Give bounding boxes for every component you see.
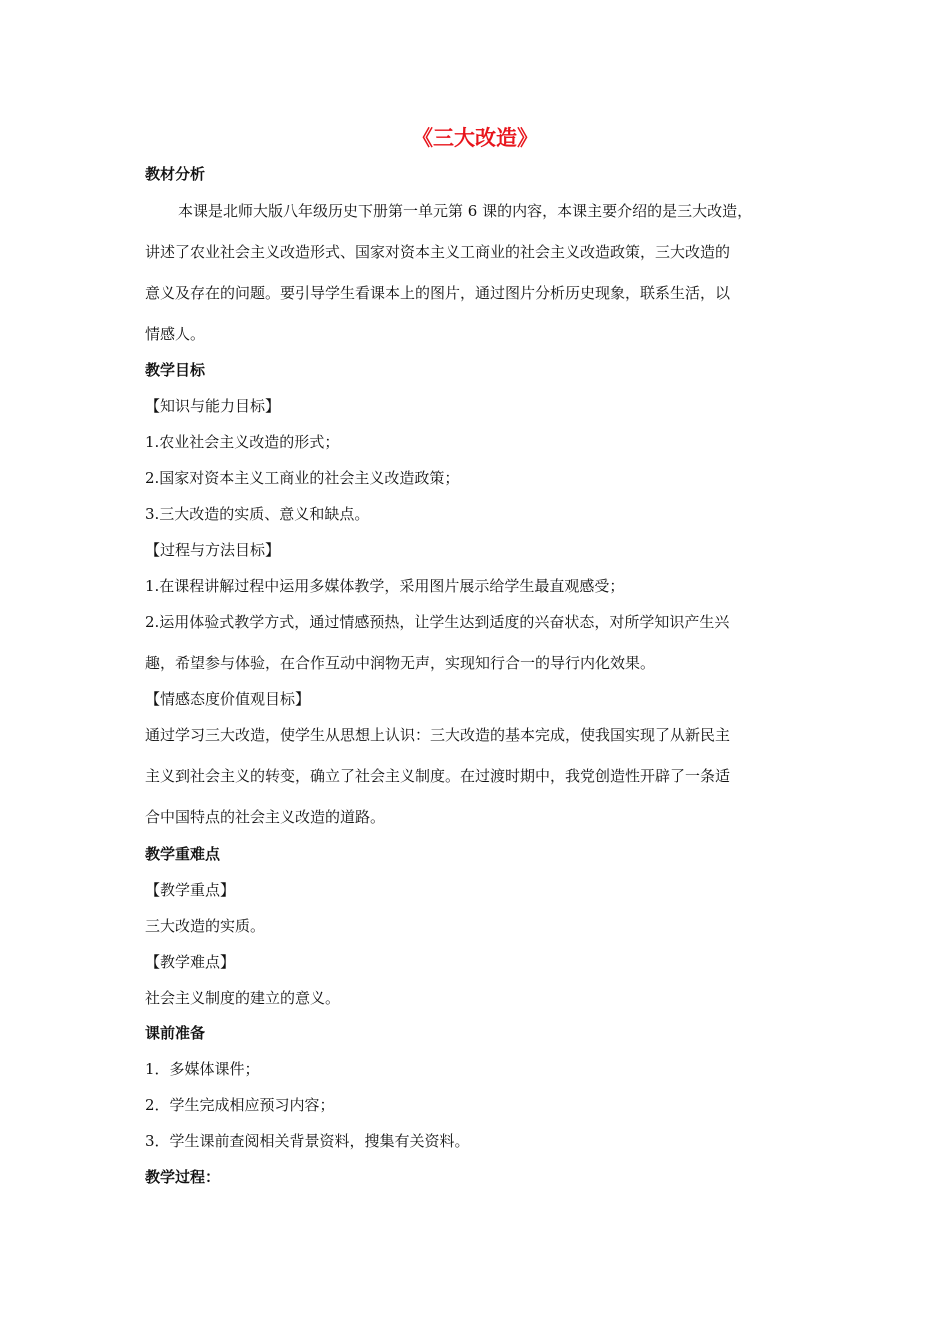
emotion-line-3: 合中国特点的社会主义改造的道路。 — [145, 808, 386, 826]
subheading-emotion: 【情感态度价值观目标】 — [145, 690, 311, 708]
prep-item-2: 2．学生完成相应预习内容； — [145, 1096, 335, 1114]
subheading-key-point: 【教学重点】 — [145, 881, 236, 899]
prep-item-3: 3．学生课前查阅相关背景资料，搜集有关资料。 — [145, 1132, 470, 1150]
knowledge-item-3: 3.三大改造的实质、意义和缺点。 — [145, 505, 370, 523]
heading-teaching-goals: 教学目标 — [145, 361, 206, 379]
subheading-knowledge: 【知识与能力目标】 — [145, 397, 281, 415]
heading-textbook-analysis: 教材分析 — [145, 165, 206, 183]
key-point-text: 三大改造的实质。 — [145, 917, 266, 935]
emotion-line-2: 主义到社会主义的转变，确立了社会主义制度。在过渡时期中，我党创造性开辟了一条适 — [145, 767, 731, 785]
emotion-line-1: 通过学习三大改造，使学生从思想上认识：三大改造的基本完成，使我国实现了从新民主 — [145, 726, 731, 744]
subheading-process: 【过程与方法目标】 — [145, 541, 281, 559]
heading-teaching-process: 教学过程： — [145, 1168, 221, 1186]
process-item-2: 2.运用体验式教学方式，通过情感预热，让学生达到适度的兴奋状态，对所学知识产生兴 — [145, 613, 730, 631]
knowledge-item-2: 2.国家对资本主义工商业的社会主义改造政策； — [145, 469, 460, 487]
heading-preparation: 课前准备 — [145, 1024, 206, 1042]
subheading-difficult-point: 【教学难点】 — [145, 953, 236, 971]
analysis-line-4: 情感人。 — [145, 325, 206, 343]
analysis-line-1: 本课是北师大版八年级历史下册第一单元第 6 课的内容，本课主要介绍的是三大改造， — [178, 202, 753, 220]
prep-item-1: 1．多媒体课件； — [145, 1060, 260, 1078]
document-title: 《三大改造》 — [412, 126, 538, 150]
heading-key-difficult: 教学重难点 — [145, 845, 221, 863]
knowledge-item-1: 1.农业社会主义改造的形式； — [145, 433, 340, 451]
analysis-line-3: 意义及存在的问题。要引导学生看课本上的图片，通过图片分析历史现象，联系生活，以 — [145, 284, 731, 302]
process-item-2-cont: 趣，希望参与体验，在合作互动中润物无声，实现知行合一的导行内化效果。 — [145, 654, 656, 672]
process-item-1: 1.在课程讲解过程中运用多媒体教学，采用图片展示给学生最直观感受； — [145, 577, 625, 595]
difficult-point-text: 社会主义制度的建立的意义。 — [145, 989, 341, 1007]
analysis-line-2: 讲述了农业社会主义改造形式、国家对资本主义工商业的社会主义改造政策，三大改造的 — [145, 243, 731, 261]
